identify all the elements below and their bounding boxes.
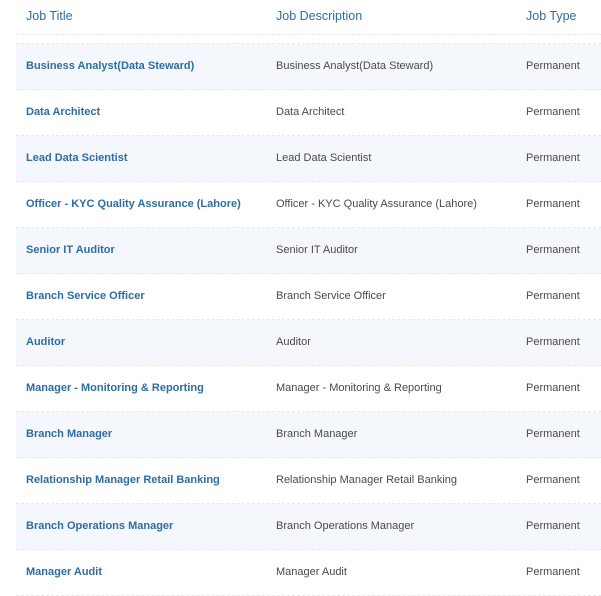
job-description-text: Branch Operations Manager bbox=[276, 520, 415, 532]
job-description-text: Senior IT Auditor bbox=[276, 244, 358, 256]
job-description-text: Branch Manager bbox=[276, 428, 358, 440]
job-title-link[interactable]: Branch Manager bbox=[26, 428, 113, 440]
job-title-link[interactable]: Relationship Manager Retail Banking bbox=[26, 474, 220, 486]
job-type-text: Permanent bbox=[526, 60, 580, 72]
header-job-description[interactable]: Job Description bbox=[276, 9, 363, 23]
job-type-text: Permanent bbox=[526, 152, 580, 164]
table-row[interactable] bbox=[16, 136, 601, 182]
table-row[interactable] bbox=[16, 182, 601, 228]
table-row[interactable] bbox=[16, 320, 601, 366]
table-header bbox=[16, 0, 601, 34]
table-row[interactable] bbox=[16, 366, 601, 412]
job-title-link[interactable]: Lead Data Scientist bbox=[26, 152, 128, 164]
job-description-text: Relationship Manager Retail Banking bbox=[276, 474, 457, 486]
table-row[interactable] bbox=[16, 228, 601, 274]
job-type-text: Permanent bbox=[526, 474, 580, 486]
job-type-text: Permanent bbox=[526, 336, 580, 348]
header-divider bbox=[16, 34, 601, 44]
job-description-text: Officer - KYC Quality Assurance (Lahore) bbox=[276, 198, 477, 210]
table-row[interactable] bbox=[16, 44, 601, 90]
job-description-text: Manager - Monitoring & Reporting bbox=[276, 382, 442, 394]
job-title-link[interactable]: Auditor bbox=[26, 336, 66, 348]
job-description-text: Data Architect bbox=[276, 106, 345, 118]
header-job-type[interactable]: Job Type bbox=[526, 9, 577, 23]
job-title-link[interactable]: Data Architect bbox=[26, 106, 101, 118]
job-description-text: Manager Audit bbox=[276, 566, 347, 578]
job-type-text: Permanent bbox=[526, 382, 580, 394]
job-title-link[interactable]: Branch Service Officer bbox=[26, 290, 145, 302]
job-title-link[interactable]: Manager Audit bbox=[26, 566, 102, 578]
job-type-text: Permanent bbox=[526, 106, 580, 118]
job-description-text: Lead Data Scientist bbox=[276, 152, 372, 164]
jobs-table bbox=[16, 0, 601, 596]
job-title-link[interactable]: Officer - KYC Quality Assurance (Lahore) bbox=[26, 198, 241, 210]
job-description-text: Auditor bbox=[276, 336, 311, 348]
job-type-text: Permanent bbox=[526, 566, 580, 578]
table-row[interactable] bbox=[16, 504, 601, 550]
job-type-text: Permanent bbox=[526, 244, 580, 256]
table-row[interactable] bbox=[16, 458, 601, 504]
table-row[interactable] bbox=[16, 550, 601, 596]
job-type-text: Permanent bbox=[526, 198, 580, 210]
table-row[interactable] bbox=[16, 412, 601, 458]
table-body bbox=[16, 44, 601, 596]
job-title-link[interactable]: Manager - Monitoring & Reporting bbox=[26, 382, 204, 394]
job-type-text: Permanent bbox=[526, 428, 580, 440]
header-job-title[interactable]: Job Title bbox=[26, 9, 73, 23]
job-type-text: Permanent bbox=[526, 520, 580, 532]
job-description-text: Branch Service Officer bbox=[276, 290, 386, 302]
job-title-link[interactable]: Business Analyst(Data Steward) bbox=[26, 60, 195, 72]
job-description-text: Business Analyst(Data Steward) bbox=[276, 60, 434, 72]
table-row[interactable] bbox=[16, 274, 601, 320]
job-title-link[interactable]: Branch Operations Manager bbox=[26, 520, 174, 532]
job-type-text: Permanent bbox=[526, 290, 580, 302]
table-row[interactable] bbox=[16, 90, 601, 136]
job-title-link[interactable]: Senior IT Auditor bbox=[26, 244, 115, 256]
